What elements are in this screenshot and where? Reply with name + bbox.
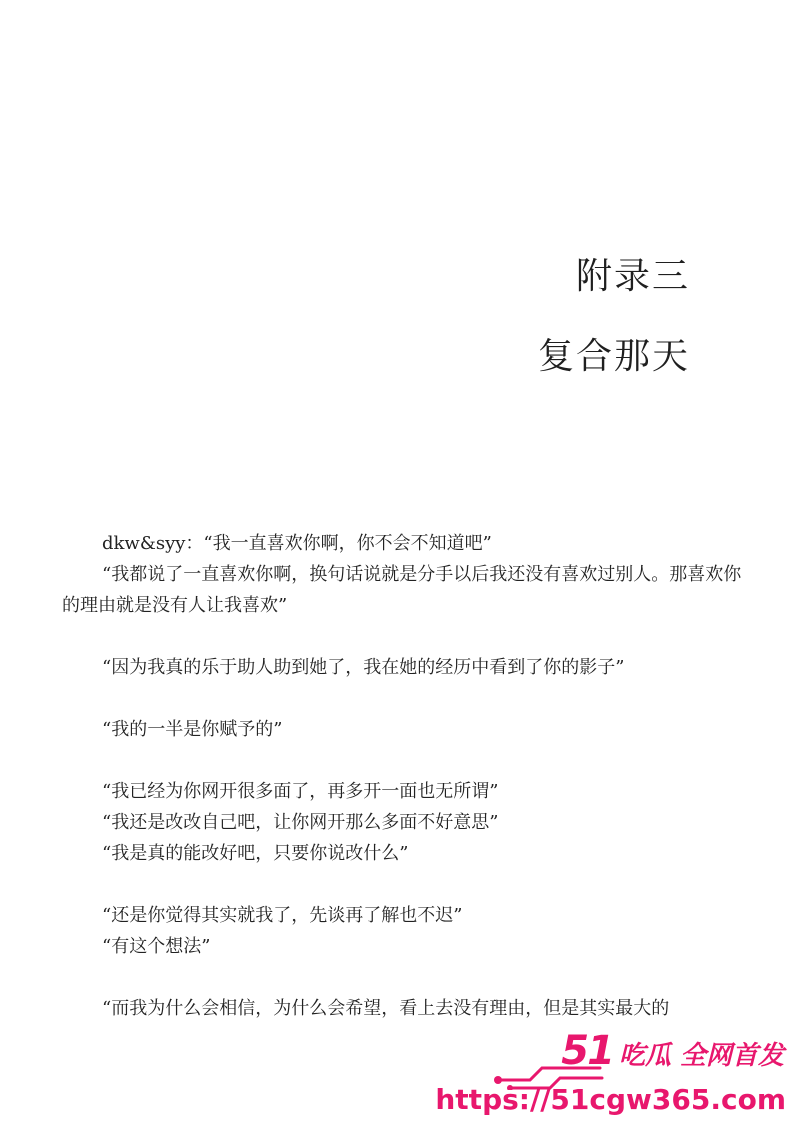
blank-line xyxy=(62,683,742,714)
paragraph: “我已经为你网开很多面了，再多开一面也无所谓” xyxy=(102,781,499,802)
appendix-label: 附录三 xyxy=(575,256,690,297)
paragraph: “我的一半是你赋予的” xyxy=(102,719,283,740)
site-watermark xyxy=(435,1028,790,1118)
paragraph: “而我为什么会相信，为什么会希望，看上去没有理由，但是其实最大的 xyxy=(102,998,670,1019)
paragraph: “我都说了一直喜欢你啊，换句话说就是分手以后我还没有喜欢过别人。那喜欢你的理由就是没有人让我喜欢” xyxy=(62,564,742,616)
blank-line xyxy=(62,869,742,900)
paragraph: “因为我真的乐于助人助到她了，我在她的经历中看到了你的影子” xyxy=(102,657,625,678)
paragraph: “我是真的能改好吧，只要你说改什么” xyxy=(102,843,409,864)
watermark-brand xyxy=(561,1028,784,1074)
paragraph: dkw&syy：“我一直喜欢你啊，你不会不知道吧” xyxy=(102,533,492,554)
paragraph: “还是你觉得其实就我了，先谈再了解也不迟” xyxy=(102,905,463,926)
paragraph: “有这个想法” xyxy=(102,936,211,957)
blank-line xyxy=(62,621,742,652)
paragraph: “我还是改改自己吧，让你网开那么多面不好意思” xyxy=(102,812,499,833)
watermark-slogan: 吃瓜 全网首发 xyxy=(618,1041,784,1071)
body-text xyxy=(62,528,742,1024)
watermark-number: 51 xyxy=(561,1028,613,1074)
watermark-url: https://51cgw365.com xyxy=(435,1083,786,1116)
blank-line xyxy=(62,962,742,993)
chapter-heading: 复合那天 xyxy=(537,336,690,377)
chapter-title xyxy=(538,255,690,415)
blank-line xyxy=(62,745,742,776)
